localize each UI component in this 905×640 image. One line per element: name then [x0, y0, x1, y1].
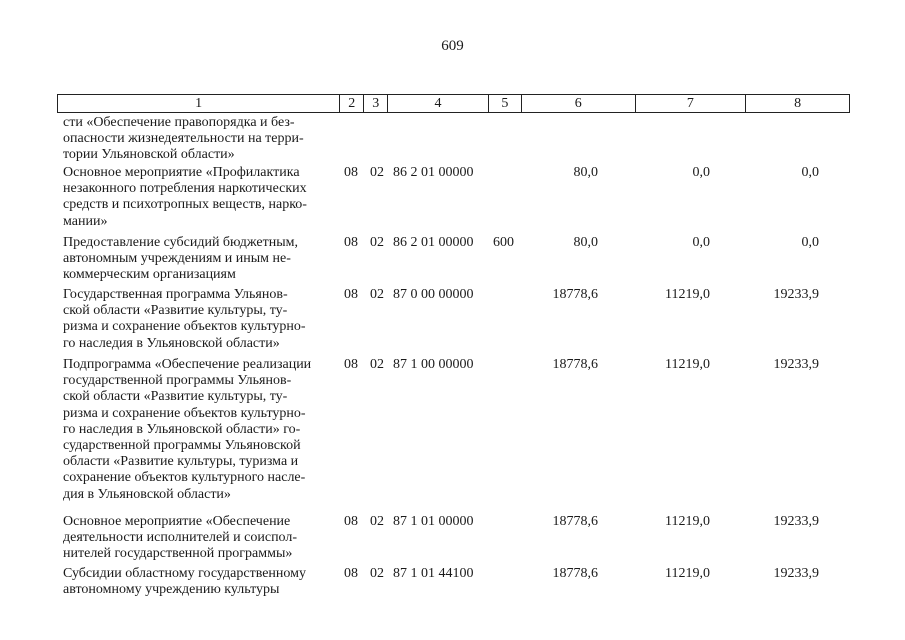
row-value-col7: 11219,0 [665, 287, 710, 302]
row-razdel: 08 [344, 287, 358, 302]
row-razdel: 08 [344, 235, 358, 250]
row-target-article: 87 1 01 00000 [393, 514, 474, 529]
description-line: Основное мероприятие «Обеспечение [63, 514, 291, 529]
description-line: сохранение объектов культурного насле- [63, 470, 306, 486]
header-col-4: 4 [388, 95, 489, 112]
row-podrazdel: 02 [370, 165, 384, 180]
page-number: 609 [441, 38, 464, 54]
header-col-2: 2 [340, 95, 364, 112]
header-col-5: 5 [489, 95, 522, 112]
row-description [63, 115, 334, 164]
row-razdel: 08 [344, 165, 358, 180]
row-podrazdel: 02 [370, 235, 384, 250]
row-value-col8: 19233,9 [773, 357, 819, 372]
row-podrazdel: 02 [370, 514, 384, 529]
description-line: области «Развитие культуры, туризма и [63, 454, 299, 470]
row-value-col7: 0,0 [692, 235, 710, 250]
description-line: Предоставление субсидий бюджетным, [63, 235, 299, 250]
row-expense-type: 600 [493, 235, 514, 250]
row-value-col8: 19233,9 [773, 514, 819, 529]
description-line: ской области «Развитие культуры, ту- [63, 303, 288, 319]
row-podrazdel: 02 [370, 287, 384, 302]
row-razdel: 08 [344, 514, 358, 529]
row-value-col8: 19233,9 [773, 287, 819, 302]
description-line: автономным учреждениям и иным не- [63, 251, 291, 267]
row-value-col6: 18778,6 [552, 566, 598, 581]
row-description [63, 165, 334, 230]
row-description [63, 357, 334, 503]
description-line: коммерческим организациям [63, 267, 236, 283]
row-value-col7: 0,0 [692, 165, 710, 180]
description-line: ризма и сохранение объектов культурно- [63, 319, 306, 335]
header-col-3: 3 [364, 95, 388, 112]
row-value-col6: 80,0 [573, 165, 598, 180]
row-value-col7: 11219,0 [665, 514, 710, 529]
description-line: средств и психотропных веществ, нарко- [63, 197, 307, 213]
description-line: сударственной программы Ульяновской [63, 438, 301, 454]
row-value-col8: 19233,9 [773, 566, 819, 581]
header-col-1: 1 [58, 95, 340, 112]
row-description [63, 514, 334, 563]
description-line: ризма и сохранение объектов культурно- [63, 405, 306, 421]
description-line: тории Ульяновской области» [63, 147, 235, 163]
header-col-6: 6 [522, 95, 636, 112]
table-header [57, 94, 850, 113]
header-col-7: 7 [636, 95, 747, 112]
description-line: нителей государственной программы» [63, 546, 293, 562]
description-line: дия в Ульяновской области» [63, 486, 231, 502]
description-line: ской области «Развитие культуры, ту- [63, 389, 288, 405]
description-line: сти «Обеспечение правопорядка и без- [63, 115, 295, 130]
row-podrazdel: 02 [370, 357, 384, 372]
row-podrazdel: 02 [370, 566, 384, 581]
row-description [63, 287, 334, 352]
description-line: мании» [63, 213, 108, 229]
row-value-col8: 0,0 [801, 235, 819, 250]
description-line: опасности жизнедеятельности на терри- [63, 131, 304, 147]
row-description [63, 566, 334, 598]
row-razdel: 08 [344, 566, 358, 581]
row-target-article: 87 0 00 00000 [393, 287, 474, 302]
row-razdel: 08 [344, 357, 358, 372]
row-value-col6: 18778,6 [552, 287, 598, 302]
row-value-col7: 11219,0 [665, 357, 710, 372]
description-line: автономному учреждению культуры [63, 582, 280, 598]
row-value-col6: 80,0 [573, 235, 598, 250]
row-value-col6: 18778,6 [552, 357, 598, 372]
description-line: го наследия в Ульяновской области» [63, 335, 280, 351]
description-line: Субсидии областному государственному [63, 566, 307, 581]
header-col-8: 8 [794, 96, 802, 111]
row-target-article: 86 2 01 00000 [393, 165, 474, 180]
row-target-article: 87 1 00 00000 [393, 357, 474, 372]
description-line: го наследия в Ульяновской области» го- [63, 421, 301, 437]
description-line: Подпрограмма «Обеспечение реализации [63, 357, 312, 372]
row-value-col7: 11219,0 [665, 566, 710, 581]
description-line: незаконного потребления наркотических [63, 181, 307, 197]
description-line: деятельности исполнителей и соиспол- [63, 530, 298, 546]
row-value-col8: 0,0 [801, 165, 819, 180]
row-target-article: 86 2 01 00000 [393, 235, 474, 250]
description-line: Государственная программа Ульянов- [63, 287, 288, 302]
row-description [63, 235, 334, 284]
description-line: Основное мероприятие «Профилактика [63, 165, 300, 180]
row-target-article: 87 1 01 44100 [393, 566, 474, 581]
row-value-col6: 18778,6 [552, 514, 598, 529]
description-line: государственной программы Ульянов- [63, 373, 292, 389]
